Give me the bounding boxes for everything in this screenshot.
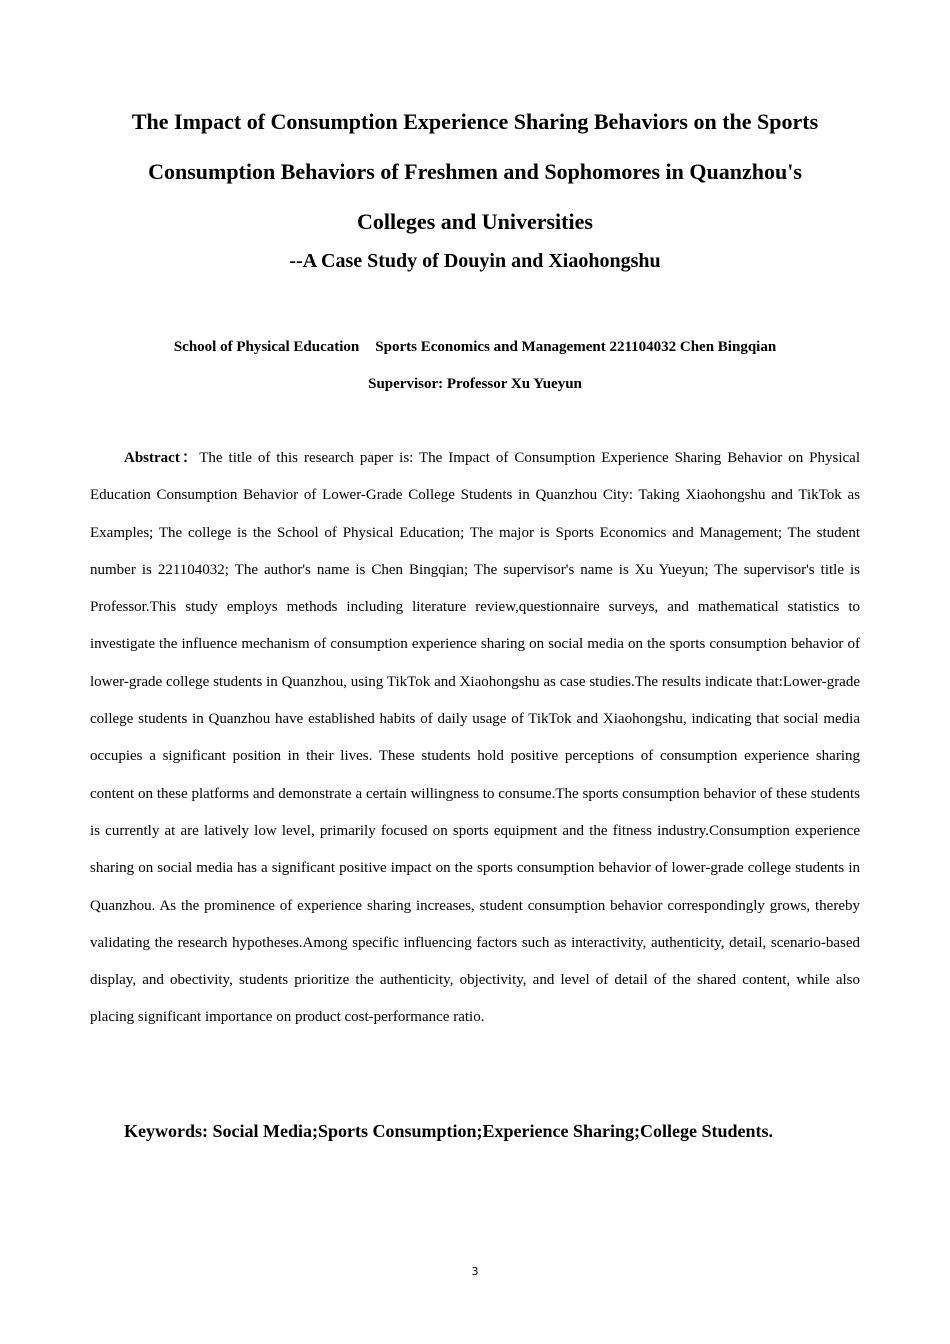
paper-title-line-2: Consumption Behaviors of Freshmen and Sophomores in Quanzhou's xyxy=(148,159,802,184)
page-number: 3 xyxy=(471,1265,479,1278)
paper-title-block xyxy=(90,97,860,275)
paper-title-line-3: Colleges and Universities xyxy=(357,209,593,234)
keywords-line: Keywords: Social Media;Sports Consumption;Experience Sharing;College Students. xyxy=(124,1121,774,1141)
affiliation-detail: Sports Economics and Management 221104032 Chen Bingqian xyxy=(375,339,777,355)
author-affiliation xyxy=(90,336,860,358)
abstract-text: The title of this research paper is: The Impact of Consumption Experience Sharing Behavior on Physical Education Consumption Behavior of Lower-Grade College Students in Quanzhou City: Taking Xiaohongshu and TikTok as Examples; The college is the School of Physical Education; The major is Sports Economics and Management; The student number is 221104032; The author's name is Chen Bingqian; The supervisor's name is Xu Yueyun; The supervisor's title is Professor.This study employs methods including literature review,questionnaire surveys, and mathematical statistics to investigate the influence mechanism of consumption experience sharing on social media on the sports consumption behavior of lower-grade college students in Quanzhou, using TikTok and Xiaohongshu as case studies.The results indicate that:Lower-grade college students in Quanzhou have established habits of daily usage of TikTok and Xiaohongshu, indicating that social media occupies a significant position in their lives. These students hold positive perceptions of consumption experience sharing content on these platforms and demonstrate a certain willingness to consume.The sports consumption behavior of these students is currently at are latively low level, primarily focused on sports equipment and the fitness industry.Consumption experience sharing on social media has a significant positive impact on the sports consumption behavior of lower-grade college students in Quanzhou. As the prominence of experience sharing increases, student consumption behavior correspondingly grows, thereby validating the research hypotheses.Among specific influencing factors such as interactivity, authenticity, detail, scenario-based display, and obectivity, students prioritize the authenticity, objectivity, and level of detail of the shared content, while also placing significant importance on product cost-performance ratio. xyxy=(90,450,860,1026)
supervisor-line: Supervisor: Professor Xu Yueyun xyxy=(368,376,582,392)
paper-title-line-1: The Impact of Consumption Experience Sharing Behaviors on the Sports xyxy=(131,109,819,134)
abstract-paragraph xyxy=(90,440,860,1037)
affiliation-school: School of Physical Education xyxy=(173,339,360,355)
paper-subtitle: --A Case Study of Douyin and Xiaohongshu xyxy=(289,250,661,272)
abstract-label: Abstract： xyxy=(124,450,200,466)
